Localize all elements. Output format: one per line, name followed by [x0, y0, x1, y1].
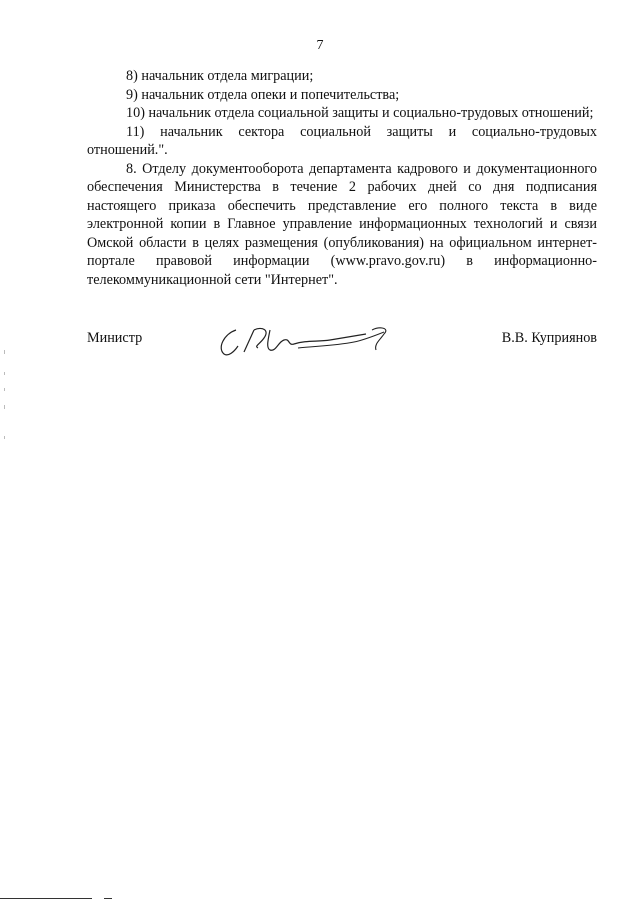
signatory-name: В.В. Куприянов	[501, 330, 597, 346]
clause-8-paragraph: 8. Отделу документооборота департамента кадрового и документационного обеспечения Министерства в течение 2 рабочих дней со дня подписания настоящего приказа обеспечить представление его полного текста в виде электронной копии в Главное управление информационных технологий и связи Омской области в целях размещения (опубликования) на официальном интернет-портале правовой информации (www.pravo.gov.ru) в информационно-телекоммуникационной сети "Интернет".	[87, 160, 597, 288]
scan-margin-mark	[4, 405, 5, 409]
list-item-11: 11) начальник сектора социальной защиты и социально-трудовых отношений.".	[87, 123, 597, 158]
scan-margin-mark	[4, 372, 5, 375]
scan-bottom-line	[104, 898, 112, 899]
document-body	[87, 67, 597, 289]
handwritten-signature	[214, 322, 394, 358]
scan-margin-mark	[4, 436, 5, 439]
page-number: 7	[316, 38, 324, 53]
list-item-9: 9) начальник отдела опеки и попечительства;	[126, 86, 400, 103]
list-item-8: 8) начальник отдела миграции;	[126, 68, 314, 84]
signature-block	[87, 322, 597, 362]
scan-margin-mark	[4, 350, 5, 354]
scan-margin-mark	[4, 388, 5, 391]
scan-bottom-line	[0, 898, 92, 899]
list-item-10: 10) начальник отдела социальной защиты и социально-трудовых отношений;	[126, 105, 594, 121]
signatory-title: Министр	[87, 330, 143, 346]
